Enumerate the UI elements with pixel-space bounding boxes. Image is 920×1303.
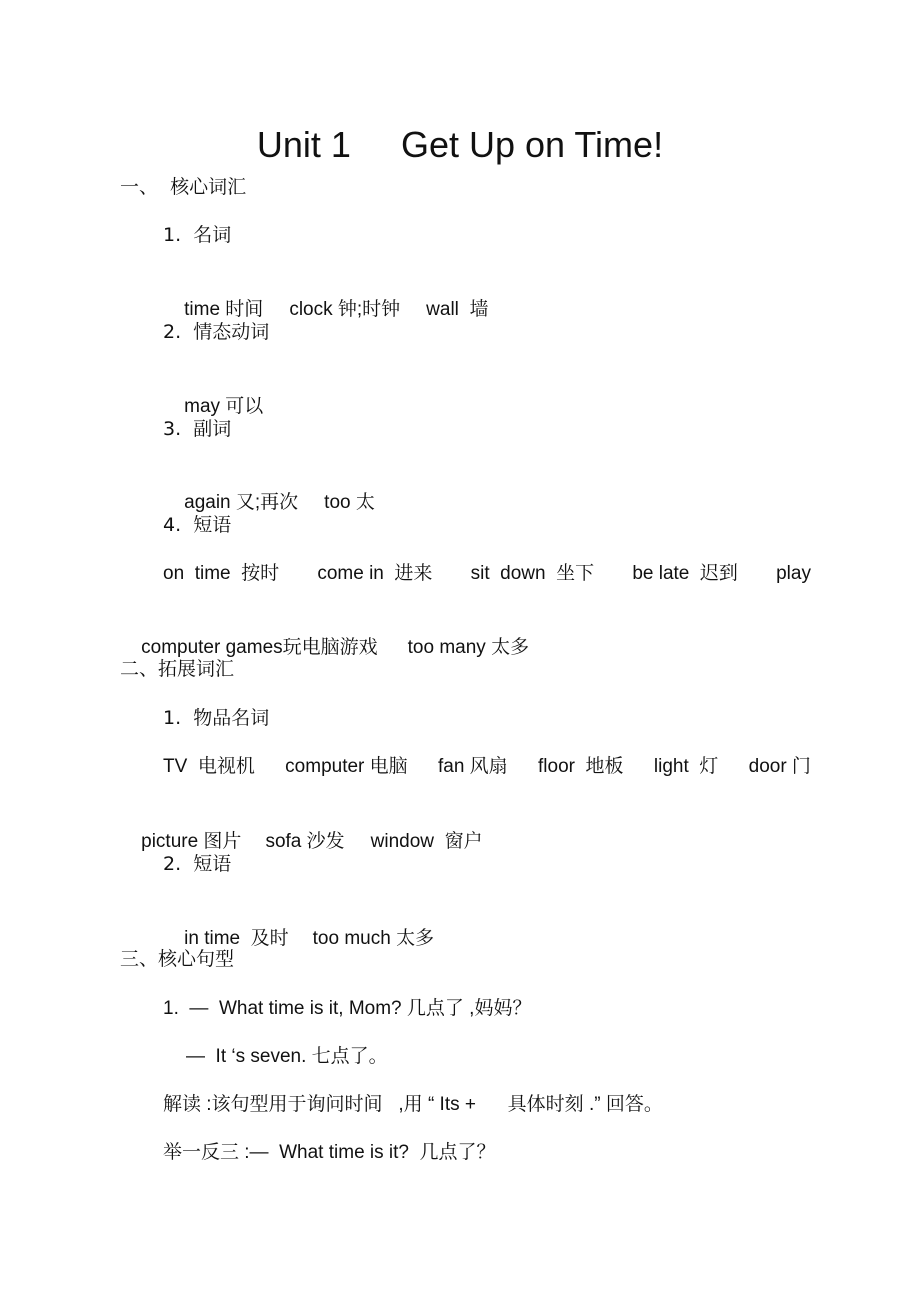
vocab-item: light 灯 [653, 756, 719, 777]
vocab-item: wall 墙 [426, 299, 489, 320]
sentence-explanation: 解读 :该句型用于询问时间 ,用 “ Its + 具体时刻 .” 回答。 [163, 1094, 663, 1115]
vocab-item: window 窗户 [370, 831, 483, 852]
vocab-item: clock 钟;时钟 [289, 299, 401, 320]
vocab-item: picture 图片 [141, 831, 242, 852]
subheading-phrases: 4. 短语 [163, 514, 232, 536]
vocab-item: again 又;再次 [184, 492, 299, 513]
sentence-answer: — It ‘s seven. 七点了。 [186, 1046, 388, 1067]
vocab-item: on time 按时 [163, 563, 280, 584]
vocab-item: door 门 [748, 756, 811, 777]
vocab-item: time 时间 [184, 299, 264, 320]
objects-line-1 [163, 754, 811, 780]
subheading-nouns: 1. 名词 [163, 224, 232, 246]
section-heading-extended-vocabulary: 二、拓展词汇 [120, 658, 235, 680]
subheading-phrases-2: 2. 短语 [163, 853, 232, 875]
vocab-item: sofa 沙发 [265, 831, 345, 852]
vocab-item: too 太 [324, 492, 375, 513]
vocab-item: computer 电脑 [285, 756, 408, 777]
vocab-item: may 可以 [184, 396, 264, 417]
vocab-item: play [776, 563, 811, 584]
vocab-item: TV 电视机 [163, 756, 255, 777]
subheading-adverbs: 3. 副词 [163, 418, 232, 440]
vocab-item: in time 及时 [184, 928, 289, 949]
vocab-item: computer games玩电脑游戏 [141, 637, 378, 658]
phrases-line-1 [163, 561, 811, 587]
section-heading-core-sentences: 三、核心句型 [120, 948, 235, 970]
vocab-item: too much 太多 [312, 928, 435, 949]
vocab-item: come in 进来 [317, 563, 433, 584]
vocab-item: too many 太多 [407, 637, 530, 658]
section-heading-core-vocabulary: 一、 核心词汇 [120, 176, 247, 198]
subheading-object-nouns: 1. 物品名词 [163, 707, 270, 729]
vocab-item: sit down 坐下 [470, 563, 595, 584]
subheading-modal-verbs: 2. 情态动词 [163, 321, 270, 343]
vocab-item: be late 迟到 [632, 563, 738, 584]
vocab-item: fan 风扇 [437, 756, 508, 777]
sentence-example: 举一反三 :— What time is it? 几点了？ [163, 1142, 496, 1163]
sentence-question: 1. — What time is it, Mom? 几点了 ,妈妈？ [163, 998, 532, 1019]
vocab-item: floor 地板 [538, 756, 624, 777]
page-title: Unit 1 Get Up on Time! [256, 124, 664, 165]
